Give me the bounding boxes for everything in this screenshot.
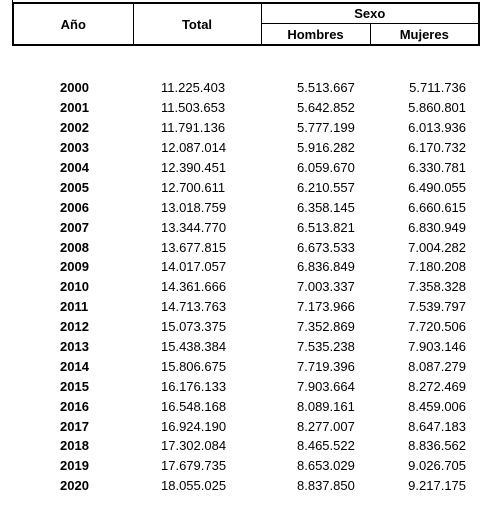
cell-total: 16.176.133 — [161, 378, 227, 394]
cell-men: 6.210.557 — [297, 179, 355, 195]
cell-total: 14.361.666 — [161, 279, 227, 295]
cell-women: 5.860.801 — [408, 100, 467, 116]
table-row — [13, 317, 479, 337]
cell-women: 7.720.506 — [408, 319, 467, 335]
cell-year: 2007 — [60, 219, 89, 235]
cell-men: 7.719.396 — [297, 358, 355, 374]
cell-women: 8.459.006 — [408, 398, 467, 414]
cell-year: 2001 — [60, 100, 89, 116]
header-sex-group: Sexo — [261, 3, 479, 24]
spacer-row — [13, 45, 479, 78]
cell-total: 11.225.403 — [161, 80, 226, 96]
cell-total: 16.924.190 — [161, 418, 227, 434]
table-row — [13, 297, 479, 317]
cell-men: 6.059.670 — [297, 160, 355, 175]
cell-year: 2012 — [60, 319, 89, 335]
table-row — [13, 356, 479, 376]
cell-total: 13.018.759 — [161, 199, 227, 215]
cell-women: 8.087.279 — [408, 358, 467, 374]
table-row — [13, 177, 479, 197]
cell-year: 2004 — [60, 160, 89, 175]
cell-women: 5.711.736 — [409, 80, 467, 96]
cell-women: 7.004.282 — [408, 239, 467, 255]
cell-men: 7.535.238 — [297, 339, 355, 355]
table-body — [13, 45, 479, 496]
cell-women: 7.180.208 — [408, 259, 467, 275]
header-year: Año — [13, 3, 133, 45]
cell-women: 7.539.797 — [408, 299, 467, 315]
cell-total: 13.677.815 — [161, 239, 227, 255]
cell-total: 18.055.025 — [161, 478, 227, 494]
table-header — [13, 3, 479, 45]
cell-total: 16.548.168 — [161, 398, 227, 414]
header-women: Mujeres — [370, 24, 479, 46]
cell-year: 2013 — [60, 339, 89, 355]
table-row — [13, 78, 479, 98]
cell-year: 2015 — [60, 378, 89, 394]
cell-year: 2003 — [60, 140, 89, 156]
cell-women: 6.830.949 — [408, 219, 467, 235]
cell-men: 8.465.522 — [297, 438, 355, 454]
cell-total: 12.087.014 — [161, 140, 227, 156]
table-row — [13, 476, 479, 496]
cell-total: 15.073.375 — [161, 319, 227, 335]
cell-men: 6.358.145 — [297, 199, 355, 215]
cell-men: 5.777.199 — [297, 120, 355, 136]
cell-year: 2009 — [60, 259, 89, 275]
cell-women: 6.660.615 — [408, 199, 467, 215]
cell-women: 6.490.055 — [408, 179, 467, 195]
cell-men: 7.173.966 — [297, 299, 355, 315]
cell-men: 6.673.533 — [297, 239, 355, 255]
cell-year: 2014 — [60, 358, 89, 374]
cell-total: 12.700.611 — [161, 179, 226, 195]
cell-men: 8.277.007 — [297, 418, 355, 434]
cell-men: 6.513.821 — [297, 219, 355, 235]
cell-women: 9.217.175 — [408, 478, 467, 494]
table-row — [13, 197, 479, 217]
cell-men: 5.513.667 — [297, 80, 355, 96]
table-row — [13, 98, 479, 118]
cell-total: 15.438.384 — [161, 339, 227, 355]
table-row — [13, 217, 479, 237]
cell-total: 11.503.653 — [161, 100, 226, 116]
cell-year: 2006 — [60, 199, 89, 215]
cell-men: 8.089.161 — [297, 398, 355, 414]
population-table — [12, 2, 480, 496]
table-row — [13, 456, 479, 476]
table-row — [13, 436, 479, 456]
cell-women: 8.647.183 — [408, 418, 467, 434]
cell-year: 2011 — [60, 299, 89, 315]
cell-men: 5.642.852 — [297, 100, 355, 116]
cell-total: 15.806.675 — [161, 358, 227, 374]
cell-total: 17.679.735 — [161, 458, 227, 474]
cell-total: 14.017.057 — [161, 259, 227, 275]
cell-total: 11.791.136 — [161, 120, 226, 136]
cell-year: 2005 — [60, 179, 89, 195]
table-row — [13, 337, 479, 357]
cell-year: 2016 — [60, 398, 89, 414]
table-row — [13, 158, 479, 178]
cell-year: 2002 — [60, 120, 89, 136]
table-row — [13, 376, 479, 396]
cell-women: 6.013.936 — [408, 120, 467, 136]
cell-year: 2000 — [60, 80, 89, 96]
table-row — [13, 237, 479, 257]
table-row — [13, 396, 479, 416]
cell-men: 8.837.850 — [297, 478, 355, 494]
table-row — [13, 118, 479, 138]
cell-men: 6.836.849 — [297, 259, 355, 275]
cell-year: 2020 — [60, 478, 89, 494]
cell-women: 7.358.328 — [408, 279, 467, 295]
cell-women: 8.272.469 — [408, 378, 467, 394]
cell-year: 2008 — [60, 239, 89, 255]
cell-women: 6.330.781 — [408, 160, 467, 175]
cell-women: 9.026.705 — [408, 458, 467, 474]
cell-men: 8.653.029 — [297, 458, 355, 474]
cell-men: 7.352.869 — [297, 319, 355, 335]
cell-men: 7.903.664 — [297, 378, 355, 394]
cell-women: 6.170.732 — [408, 140, 467, 156]
table-row — [13, 416, 479, 436]
cell-total: 13.344.770 — [161, 219, 227, 235]
cell-total: 17.302.084 — [161, 438, 227, 454]
cell-men: 7.003.337 — [297, 279, 355, 295]
table-row — [13, 257, 479, 277]
cell-men: 5.916.282 — [297, 140, 355, 156]
cell-women: 7.903.146 — [408, 339, 467, 355]
cell-year: 2018 — [60, 438, 89, 454]
cell-year: 2019 — [60, 458, 89, 474]
cell-total: 12.390.451 — [161, 160, 227, 175]
table-row — [13, 138, 479, 158]
header-men: Hombres — [261, 24, 370, 46]
cell-year: 2017 — [60, 418, 89, 434]
cell-total: 14.713.763 — [161, 299, 227, 315]
cell-women: 8.836.562 — [408, 438, 467, 454]
cell-year: 2010 — [60, 279, 89, 295]
table-row — [13, 277, 479, 297]
header-total: Total — [133, 3, 261, 45]
